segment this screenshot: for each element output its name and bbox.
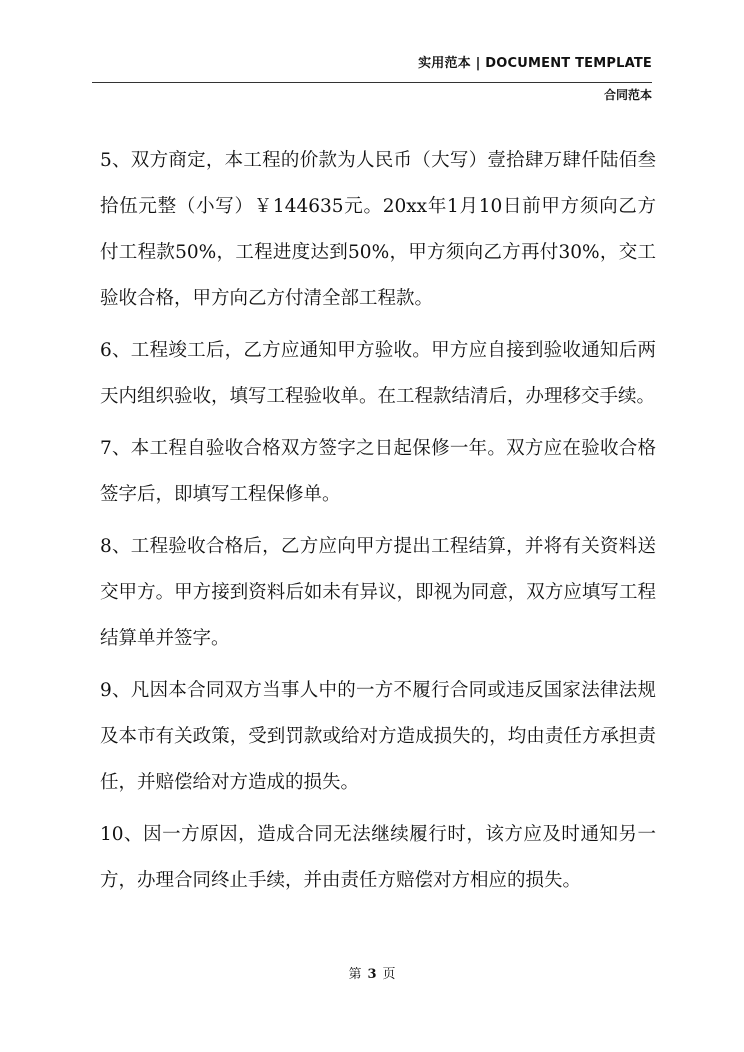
clause-10: 10、因一方原因，造成合同无法继续履行时，该方应及时通知另一方，办理合同终止手续，并由责任方赔偿对方相应的损失。 — [100, 824, 656, 891]
header-title: 实用范本 | DOCUMENT TEMPLATE — [418, 56, 652, 71]
clause-6: 6、工程竣工后，乙方应通知甲方验收。甲方应自接到验收通知后两天内组织验收，填写工程验收单。在工程款结清后，办理移交手续。 — [100, 340, 656, 407]
clause-8: 8、工程验收合格后，乙方应向甲方提出工程结算，并将有关资料送交甲方。甲方接到资料后如未有异议，即视为同意，双方应填写工程结算单并签字。 — [100, 536, 656, 649]
page-prefix: 第 — [348, 967, 362, 982]
clause-7: 7、本工程自验收合格双方签字之日起保修一年。双方应在验收合格签字后，即填写工程保修单。 — [100, 438, 656, 505]
page-number: 3 — [367, 967, 377, 982]
page-footer — [0, 963, 744, 982]
clause-9: 9、凡因本合同双方当事人中的一方不履行合同或违反国家法律法规及本市有关政策，受到罚款或给对方造成损失的，均由责任方承担责任，并赔偿给对方造成的损失。 — [100, 680, 656, 793]
clause-5: 5、双方商定，本工程的价款为人民币（大写）壹拾肆万肆仟陆佰叁拾伍元整（小写）￥144635元。20xx年1月10日前甲方须向乙方付工程款50%，工程进度达到50%，甲方须向乙方再付30%，交工验收合格，甲方向乙方付清全部工程款。 — [100, 150, 656, 309]
document-body — [100, 138, 656, 910]
header-subtitle: 合同范本 — [603, 88, 652, 102]
page-suffix: 页 — [382, 967, 396, 982]
header-divider — [92, 82, 652, 83]
